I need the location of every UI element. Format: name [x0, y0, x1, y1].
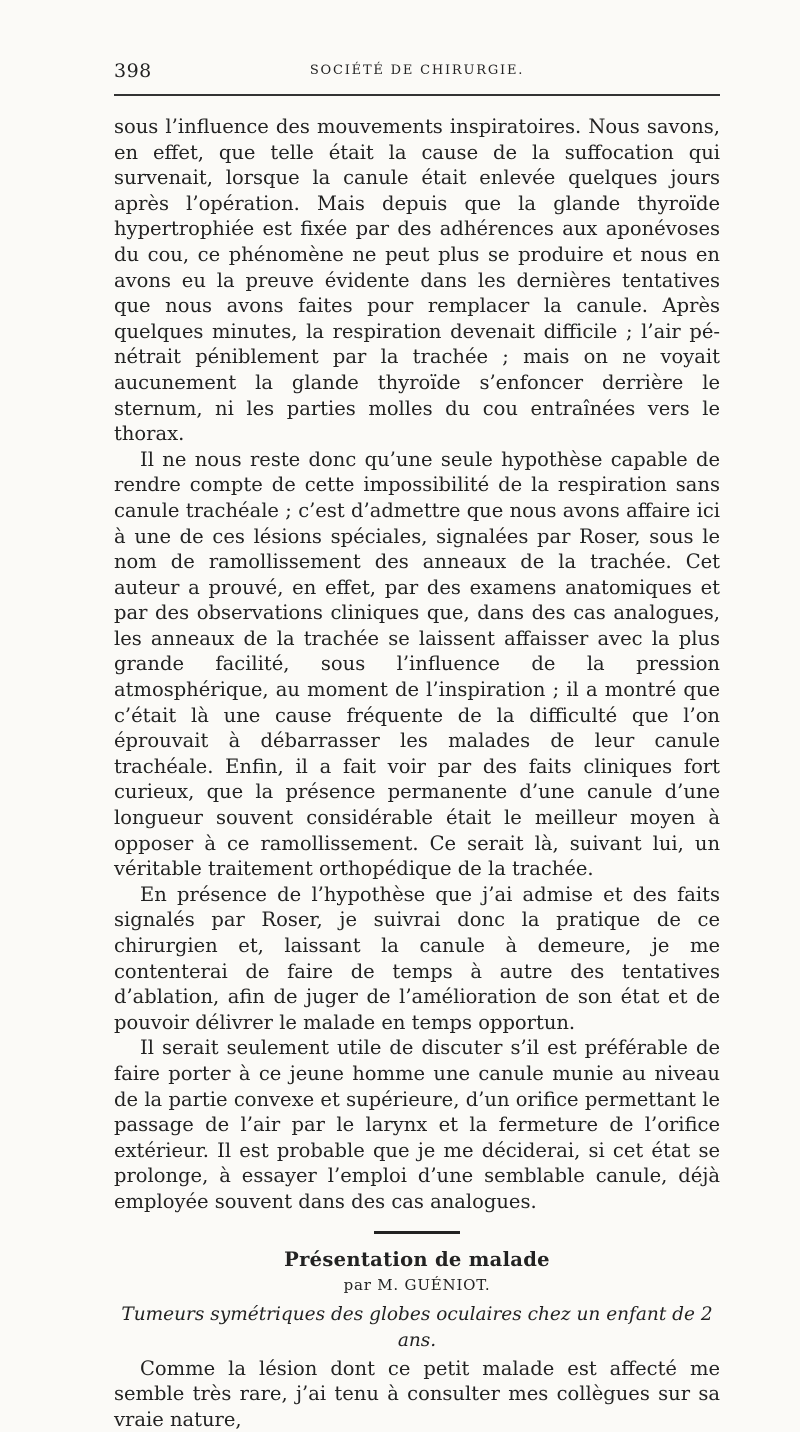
section-byline: par M. GUÉNIOT.: [343, 1275, 491, 1294]
paragraph-continued: sous l’influence des mouvements inspiratoires. Nous savons, en effet, que telle était la cause de la suffocation qui survenait, lorsque la canule était enlevée quelques jours après l’opération. Mais depuis que la glande thyroïde hypertrophiée est fixée par des adhérences aux aponévoses du cou, ce phénomène ne peut plus se produire et nous en avons eu la preuve évidente dans les dernières tentatives que nous avons faites pour remplacer la canule. Après quelques minutes, la respiration devenait difficile ; l’air pénétrait péniblement par la trachée ; mais on ne voyait aucunement la glande thyroïde s’enfoncer derrière le sternum, ni les parties molles du cou entraînées vers le thorax.: [114, 115, 720, 446]
paragraph: Il ne nous reste donc qu’une seule hypothèse capable de rendre compte de cette impossibilité de la respiration sans canule trachéale ; c’est d’admettre que nous avons affaire ici à une de ces lésions spéciales, signalées par Roser, sous le nom de ramollissement des anneaux de la trachée. Cet auteur a prouvé, en effet, par des examens anatomiques et par des observations cliniques que, dans des cas analogues, les anneaux de la trachée se laissent affaisser avec la plus grande facilité, sous l’influence de la pression atmosphérique, au moment de l’inspiration ; il a montré que c’était là une cause fréquente de la difficulté que l’on éprouvait à débarrasser les malades de leur canule trachéale. Enfin, il a fait voir par des faits cliniques fort curieux, que la présence permanente d’une canule d’une longueur souvent considérable était le meilleur moyen à opposer à ce ramollissement. Ce serait là, suivant lui, un véritable traitement orthopédique de la trachée.: [114, 447, 720, 881]
page-header: [114, 60, 720, 84]
section-subtitle: Tumeurs symétriques des globes oculaires chez un enfant de 2 ans.: [121, 1303, 713, 1351]
section-paragraph: Comme la lésion dont ce petit malade est affecté me semble très rare, j’ai tenu à consulter mes collègues sur sa vraie nature,: [114, 1356, 720, 1431]
paragraph: Il serait seulement utile de discuter s’il est préférable de faire porter à ce jeune homme une canule munie au niveau de la partie convexe et supérieure, d’un orifice permettant le passage de l’air par le larynx et la fermeture de l’orifice extérieur. Il est probable que je me déciderai, si cet état se prolonge, à essayer l’emploi d’une semblable canule, déjà employée souvent dans des cas analogues.: [114, 1036, 720, 1213]
section-title: Présentation de malade: [284, 1247, 550, 1271]
header-rule: [114, 94, 720, 96]
section-separator: [374, 1231, 460, 1234]
paragraph: En présence de l’hypothèse que j’ai admise et des faits signalés par Roser, je suivrai donc la pratique de ce chirurgien et, laissant la canule à demeure, je me contenterai de faire de temps à autre des tentatives d’ablation, afin de juger de l’amélioration de son état et de pouvoir délivrer le malade en temps opportun.: [114, 882, 720, 1034]
running-title: SOCIÉTÉ DE CHIRURGIE.: [309, 63, 525, 78]
page-number: 398: [114, 60, 152, 82]
text-body: [114, 114, 720, 1432]
